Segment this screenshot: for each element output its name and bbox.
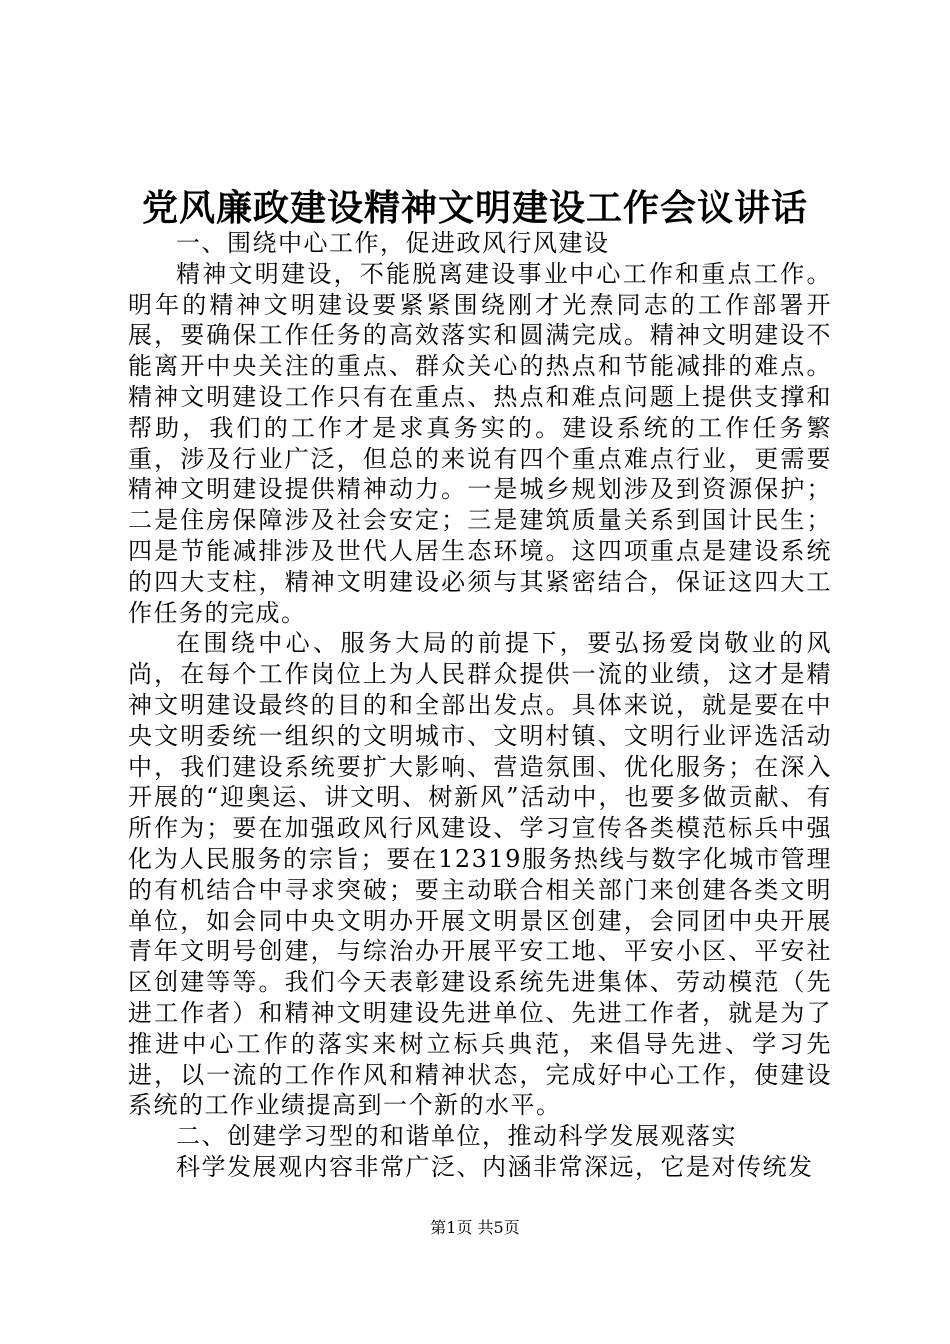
section-heading-1: 一、围绕中心工作，促进政风行风建设 xyxy=(176,229,610,257)
body-paragraph-2: 在围绕中心、服务大局的前提下，要弘扬爱岗敬业的风尚，在每个工作岗位上为人民群众提供一流的业绩，这才是精神文明建设最终的目的和全部出发点。具体来说，就是要在中央文明委统一组织的文明城市、文明村镇、文明行业评选活动中，我们建设系统要扩大影响、营造氛围、优化服务；在深入开展的“迎奥运、讲文明、树新风”活动中，也要多做贡献、有所作为；要在加强政风行风建设、学习宣传各类模范标兵中强化为人民服务的宗旨；要在12319服务热线与数字化城市管理的有机结合中寻求突破；要主动联合相关部门来创建各类文明单位，如会同中央文明办开展文明景区创建，会同团中央开展青年文明号创建，与综治办开展平安工地、平安小区、平安社区创建等等。我们今天表彰建设系统先进集体、劳动模范（先进工作者）和精神文明建设先进单位、先进工作者，就是为了推进中心工作的落实来树立标兵典范，来倡导先进、学习先进，以一流的工作作风和精神状态，完成好中心工作，使建设系统的工作业绩提高到一个新的水平。 xyxy=(128,629,832,1120)
document-title: 党风廉政建设精神文明建设工作会议讲话 xyxy=(141,187,808,229)
page-number: 第1页 xyxy=(430,1218,473,1237)
document-body xyxy=(128,228,832,1183)
body-paragraph-1: 精神文明建设，不能脱离建设事业中心工作和重点工作。明年的精神文明建设要紧紧围绕刚才光焘同志的工作部署开展，要确保工作任务的高效落实和圆满完成。精神文明建设不能离开中央关注的重点、群众关心的热点和节能减排的难点。精神文明建设工作只有在重点、热点和难点问题上提供支撑和帮助，我们的工作才是求真务实的。建设系统的工作任务繁重，涉及行业广泛，但总的来说有四个重点难点行业，更需要精神文明建设提供精神动力。一是城乡规划涉及到资源保护；二是住房保障涉及社会安定；三是建筑质量关系到国计民生；四是节能减排涉及世代人居生态环境。这四项重点是建设系统的四大支柱，精神文明建设必须与其紧密结合，保证这四大工作任务的完成。 xyxy=(128,259,832,627)
body-paragraph-3: 科学发展观内容非常广泛、内涵非常深远，它是对传统发 xyxy=(176,1152,814,1181)
page-total: 共5页 xyxy=(477,1218,520,1237)
page-footer xyxy=(0,1216,950,1240)
section-heading-2: 二、创建学习型的和谐单位，推动科学发展观落实 xyxy=(176,1122,737,1151)
